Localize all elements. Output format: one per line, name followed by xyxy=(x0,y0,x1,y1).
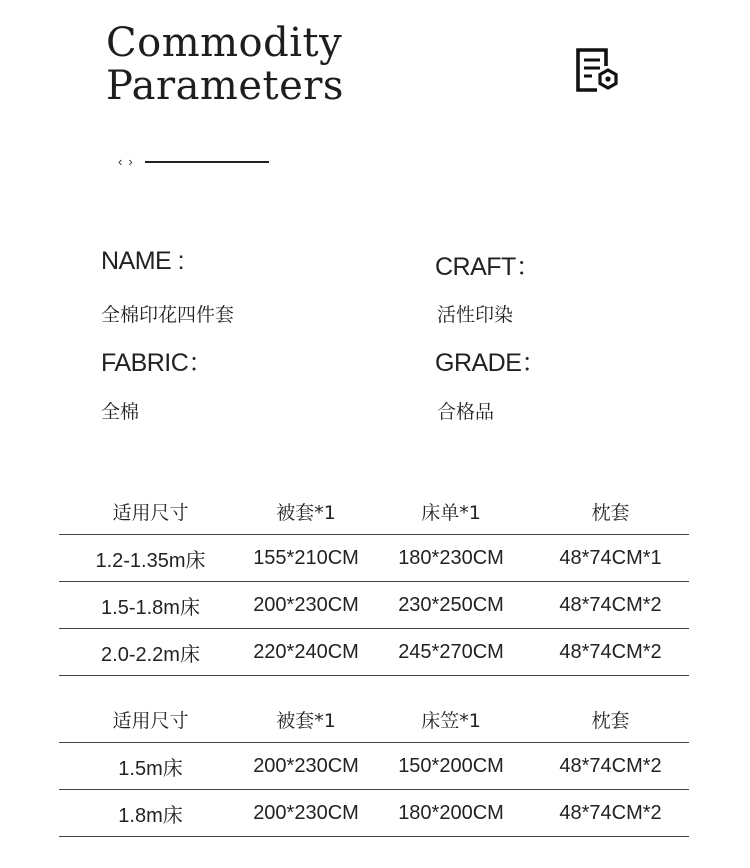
nav-divider-line xyxy=(145,161,269,163)
table-cell: 230*250CM xyxy=(370,582,532,629)
table-cell: 245*270CM xyxy=(370,629,532,676)
table-cell: 48*74CM*1 xyxy=(532,535,689,582)
page-title xyxy=(106,22,344,108)
table-header-row xyxy=(59,488,689,535)
grade-label: GRADE： xyxy=(435,349,546,377)
prev-arrow-icon[interactable]: ‹ xyxy=(118,154,123,169)
table-row xyxy=(59,743,689,790)
param-craft-value xyxy=(437,300,513,327)
table-cell: 180*200CM xyxy=(370,790,532,837)
param-craft xyxy=(435,247,540,283)
size-table-1 xyxy=(59,488,689,676)
size-table-2 xyxy=(59,696,689,837)
fabric-value: 全棉 xyxy=(101,401,140,423)
param-name-value xyxy=(101,300,234,327)
table-cell: 48*74CM*2 xyxy=(532,743,689,790)
name-value: 全棉印花四件套 xyxy=(101,304,235,326)
table-header-row xyxy=(59,696,689,743)
table-header-cell: 适用尺寸 xyxy=(59,696,242,743)
table-cell: 1.8m床 xyxy=(59,790,242,837)
table-cell: 150*200CM xyxy=(370,743,532,790)
grade-value: 合格品 xyxy=(437,401,495,423)
table-row xyxy=(59,535,689,582)
craft-label: CRAFT： xyxy=(435,253,541,281)
table-header-cell: 适用尺寸 xyxy=(59,488,242,535)
craft-value: 活性印染 xyxy=(437,304,514,326)
table-row xyxy=(59,582,689,629)
table-header-cell: 枕套 xyxy=(532,488,689,535)
param-name xyxy=(101,247,184,276)
table-row xyxy=(59,790,689,837)
table-cell: 180*230CM xyxy=(370,535,532,582)
table-header-cell: 被套*1 xyxy=(242,488,370,535)
table-cell: 48*74CM*2 xyxy=(532,629,689,676)
table-header-cell: 床笠*1 xyxy=(370,696,532,743)
table-row xyxy=(59,629,689,676)
param-grade xyxy=(435,343,546,379)
table-header-cell: 床单*1 xyxy=(370,488,532,535)
table-cell: 1.2-1.35m床 xyxy=(59,535,242,582)
table-cell: 200*230CM xyxy=(242,790,370,837)
table-cell: 48*74CM*2 xyxy=(532,582,689,629)
fabric-label: FABRIC： xyxy=(101,349,213,377)
table-cell: 1.5-1.8m床 xyxy=(59,582,242,629)
next-arrow-icon[interactable]: › xyxy=(128,154,133,169)
table-cell: 200*230CM xyxy=(242,582,370,629)
title-line-1: Commodity xyxy=(106,20,343,66)
table-cell: 1.5m床 xyxy=(59,743,242,790)
carousel-nav xyxy=(118,154,269,170)
table-cell: 155*210CM xyxy=(242,535,370,582)
param-fabric xyxy=(101,343,213,379)
table-header-cell: 被套*1 xyxy=(242,696,370,743)
name-label: NAME : xyxy=(101,247,185,275)
param-grade-value xyxy=(437,397,494,424)
document-settings-icon xyxy=(573,46,619,96)
table-cell: 2.0-2.2m床 xyxy=(59,629,242,676)
table-header-cell: 枕套 xyxy=(532,696,689,743)
title-line-2: Parameters xyxy=(106,63,344,109)
table-cell: 48*74CM*2 xyxy=(532,790,689,837)
param-fabric-value xyxy=(101,397,139,424)
table-cell: 220*240CM xyxy=(242,629,370,676)
table-cell: 200*230CM xyxy=(242,743,370,790)
